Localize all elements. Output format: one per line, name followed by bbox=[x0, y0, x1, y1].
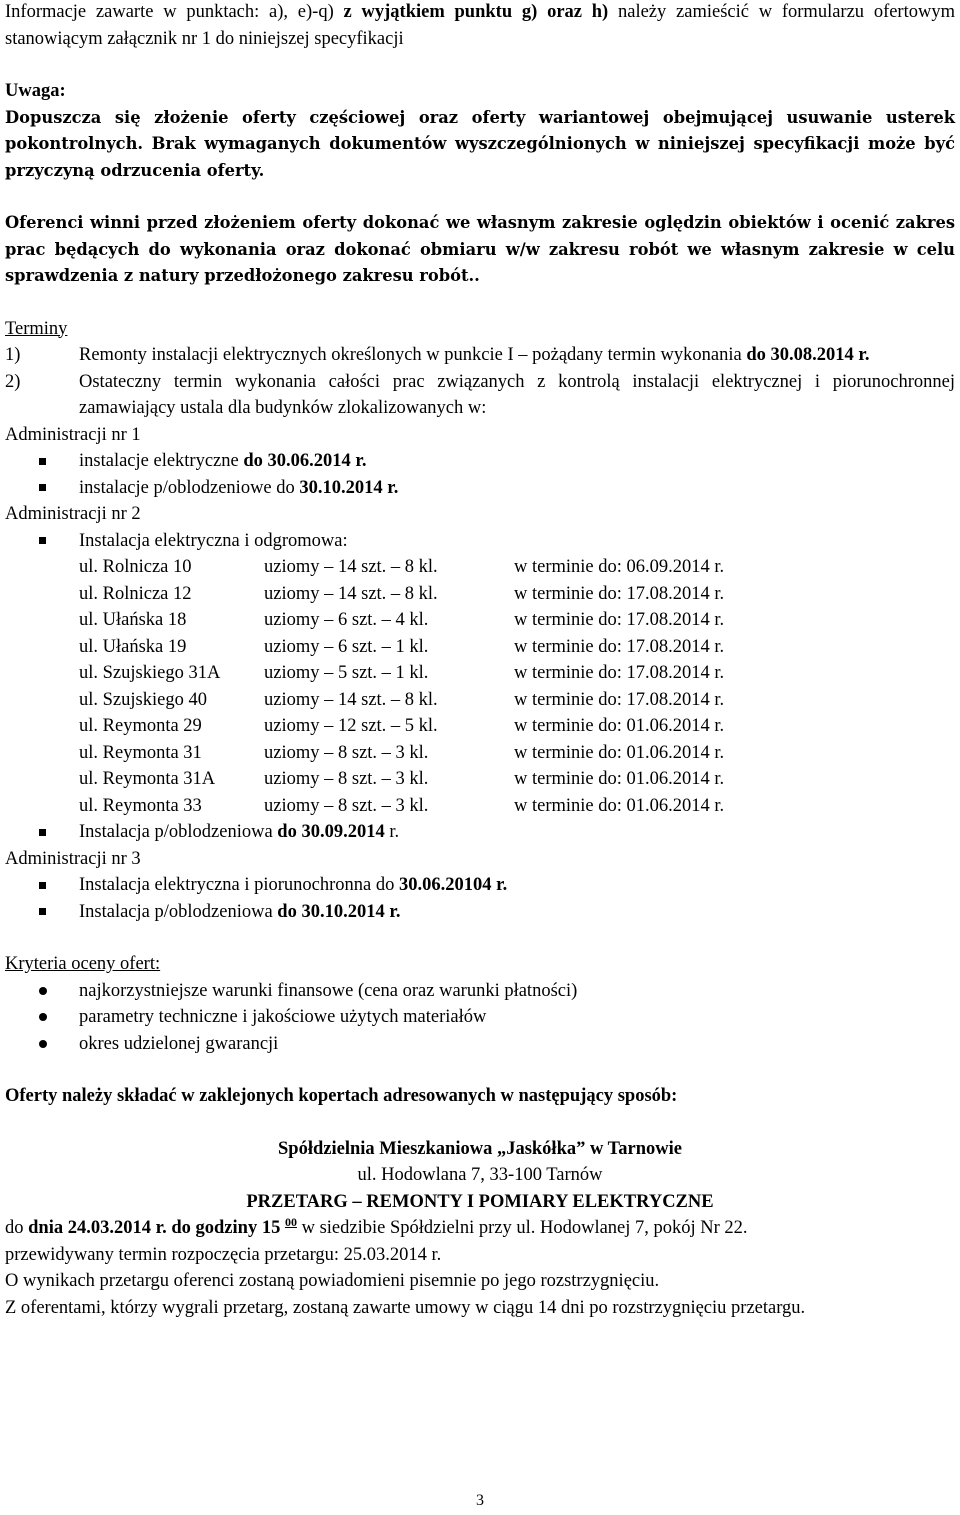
street-row bbox=[79, 634, 955, 661]
uwaga-title: Uwaga: bbox=[5, 81, 66, 101]
admin3-item-2 bbox=[5, 899, 955, 926]
kryteria-item bbox=[5, 1004, 955, 1031]
terminy-item-2-number: 2) bbox=[5, 371, 21, 392]
rozpoczecie: przewidywany termin rozpoczęcia przetargu: 25.03.2014 r. bbox=[5, 1244, 442, 1265]
street-termin: w terminie do: 17.08.2014 r. bbox=[514, 636, 725, 657]
street-termin: w terminie do: 01.06.2014 r. bbox=[514, 716, 725, 736]
round-bullet-icon bbox=[39, 1013, 47, 1021]
page-number: 3 bbox=[476, 1492, 484, 1509]
street-name: ul. Reymonta 33 bbox=[79, 795, 202, 816]
admin3-item-2-date: do 30.10.2014 r. bbox=[277, 901, 401, 922]
intro-text-bold: z wyjątkiem punktu g) oraz h) bbox=[343, 2, 609, 22]
intro-text-3: należy zamieścić w formularzu ofertowym stanowiącym załącznik nr 1 do niniejszej specyfikacji bbox=[5, 2, 955, 49]
kryteria-item bbox=[5, 1031, 955, 1058]
street-termin: w terminie do: 17.08.2014 r. bbox=[514, 663, 725, 683]
adres-przetarg: PRZETARG – REMONTY I POMIARY ELEKTRYCZNE bbox=[246, 1191, 714, 1212]
street-row bbox=[79, 554, 955, 581]
adres-street: ul. Hodowlana 7, 33-100 Tarnów bbox=[357, 1165, 603, 1185]
admin2-item-2 bbox=[5, 819, 955, 846]
street-name: ul. Reymonta 31 bbox=[79, 742, 202, 763]
terminy-item-2-text: Ostateczny termin wykonania całości prac związanych z kontrolą instalacji elektrycznej i piorunochronnej zamawiający ustala dla budynków zlokalizowanych w: bbox=[79, 371, 955, 418]
square-bullet-icon bbox=[39, 484, 46, 491]
street-row bbox=[79, 581, 955, 608]
street-uziomy: uziomy – 6 szt. – 4 kl. bbox=[264, 610, 429, 630]
street-termin: w terminie do: 01.06.2014 r. bbox=[514, 769, 725, 789]
admin1-item-1-text: instalacje elektryczne bbox=[79, 451, 244, 471]
round-bullet-icon bbox=[39, 1040, 47, 1048]
admin1-item-1-date: do 30.06.2014 r. bbox=[243, 451, 367, 471]
street-uziomy: uziomy – 8 szt. – 3 kl. bbox=[264, 795, 429, 816]
admin2-title: Administracji nr 2 bbox=[5, 504, 141, 524]
street-name: ul. Reymonta 31A bbox=[79, 769, 216, 789]
admin2-item-2-date: do 30.09.2014 bbox=[277, 822, 385, 842]
street-termin: w terminie do: 06.09.2014 r. bbox=[514, 557, 725, 577]
street-termin: w terminie do: 01.06.2014 r. bbox=[514, 795, 725, 816]
street-name: ul. Szujskiego 40 bbox=[79, 689, 207, 710]
admin2-item-2-tail: r. bbox=[384, 822, 400, 842]
square-bullet-icon bbox=[39, 882, 46, 889]
admin2-item-2-text: Instalacja p/oblodzeniowa bbox=[79, 822, 278, 842]
street-termin: w terminie do: 01.06.2014 r. bbox=[514, 742, 725, 763]
street-uziomy: uziomy – 6 szt. – 1 kl. bbox=[264, 636, 429, 657]
street-termin: w terminie do: 17.08.2014 r. bbox=[514, 610, 725, 630]
kryteria-item-text: parametry techniczne i jakościowe użytych materiałów bbox=[79, 1007, 487, 1027]
street-name: ul. Ułańska 18 bbox=[79, 610, 187, 630]
termin-skladania-prefix: do bbox=[5, 1218, 29, 1238]
street-uziomy: uziomy – 14 szt. – 8 kl. bbox=[264, 583, 438, 604]
street-row bbox=[79, 687, 955, 714]
admin2-item-1-text: Instalacja elektryczna i odgromowa: bbox=[79, 530, 348, 551]
street-termin: w terminie do: 17.08.2014 r. bbox=[514, 583, 725, 604]
terminy-item-1-desc: Remonty instalacji elektrycznych określonych w punkcie I – pożądany termin wykonania bbox=[79, 345, 747, 365]
admin1-item-2-text: instalacje p/oblodzeniowe do bbox=[79, 477, 300, 498]
terminy-item-1-number: 1) bbox=[5, 345, 21, 365]
termin-skladania bbox=[5, 1215, 955, 1242]
kryteria-heading: Kryteria oceny ofert: bbox=[5, 954, 161, 974]
admin1-item-2 bbox=[5, 475, 955, 502]
intro-paragraph bbox=[5, 0, 955, 52]
street-termin: w terminie do: 17.08.2014 r. bbox=[514, 689, 725, 710]
round-bullet-icon bbox=[39, 987, 47, 995]
terminy-item-1 bbox=[5, 342, 955, 369]
oferenci-paragraph: Oferenci winni przed złożeniem oferty dokonać we własnym zakresie oględzin obiektów i ocenić zakres prac będących do wykonania oraz dokonać obmiaru w/w zakresu robót we własnym zakresie w celu sprawdzenia z natury przedłożonego zakresu robót.. bbox=[5, 213, 955, 285]
street-name: ul. Reymonta 29 bbox=[79, 716, 202, 736]
admin3-item-1 bbox=[5, 872, 955, 899]
umowy: Z oferentami, którzy wygrali przetarg, zostaną zawarte umowy w ciągu 14 dni po rozstrzygnięciu przetargu. bbox=[5, 1297, 806, 1318]
intro-text-1: Informacje zawarte w punktach: a), e)-q) bbox=[5, 2, 344, 22]
street-name: ul. Ułańska 19 bbox=[79, 636, 187, 657]
street-row bbox=[79, 713, 955, 740]
street-uziomy: uziomy – 8 szt. – 3 kl. bbox=[264, 769, 429, 789]
street-name: ul. Szujskiego 31A bbox=[79, 663, 221, 683]
termin-skladania-date: dnia 24.03.2014 r. do godziny 15 bbox=[28, 1218, 285, 1238]
terminy-item-1-text bbox=[79, 342, 955, 369]
adres-name: Spółdzielnia Mieszkaniowa „Jaskółka” w Tarnowie bbox=[278, 1138, 682, 1159]
street-uziomy: uziomy – 5 szt. – 1 kl. bbox=[264, 663, 429, 683]
square-bullet-icon bbox=[39, 537, 46, 544]
street-row bbox=[79, 766, 955, 793]
street-name: ul. Rolnicza 10 bbox=[79, 557, 192, 577]
kryteria-item-text: okres udzielonej gwarancji bbox=[79, 1033, 279, 1054]
street-row bbox=[79, 793, 955, 820]
kryteria-item bbox=[5, 978, 955, 1005]
document-page bbox=[5, 0, 955, 1321]
street-uziomy: uziomy – 8 szt. – 3 kl. bbox=[264, 742, 429, 763]
admin3-title: Administracji nr 3 bbox=[5, 848, 141, 869]
street-row bbox=[79, 740, 955, 767]
termin-skladania-place: w siedzibie Spółdzielni przy ul. Hodowlanej 7, pokój Nr 22. bbox=[296, 1218, 748, 1238]
square-bullet-icon bbox=[39, 458, 46, 465]
admin3-item-2-text: Instalacja p/oblodzeniowa bbox=[79, 901, 278, 922]
admin3-item-1-date: 30.06.20104 r. bbox=[399, 875, 508, 895]
street-row bbox=[79, 660, 955, 687]
admin2-item-1 bbox=[5, 528, 955, 555]
terminy-item-2 bbox=[5, 369, 955, 422]
admin2-street-list bbox=[79, 554, 955, 819]
kryteria-item-text: najkorzystniejsze warunki finansowe (cena oraz warunki płatności) bbox=[79, 980, 578, 1001]
street-row bbox=[79, 607, 955, 634]
street-name: ul. Rolnicza 12 bbox=[79, 583, 192, 604]
terminy-item-1-date: do 30.08.2014 r. bbox=[746, 345, 870, 365]
street-uziomy: uziomy – 14 szt. – 8 kl. bbox=[264, 557, 438, 577]
admin1-item-1 bbox=[5, 448, 955, 475]
admin1-title: Administracji nr 1 bbox=[5, 424, 141, 445]
oferty-sposob: Oferty należy składać w zaklejonych kopertach adresowanych w następujący sposób: bbox=[5, 1086, 678, 1106]
terminy-heading: Terminy bbox=[5, 318, 68, 339]
wyniki: O wynikach przetargu oferenci zostaną powiadomieni pisemnie po jego rozstrzygnięciu. bbox=[5, 1271, 660, 1291]
square-bullet-icon bbox=[39, 908, 46, 915]
square-bullet-icon bbox=[39, 829, 46, 836]
termin-skladania-minutes: 00 bbox=[284, 1214, 297, 1229]
street-uziomy: uziomy – 12 szt. – 5 kl. bbox=[264, 716, 438, 736]
admin1-item-2-date: 30.10.2014 r. bbox=[299, 477, 399, 498]
uwaga-text: Dopuszcza się złożenie oferty częściowej oraz oferty wariantowej obejmującej usuwanie usterek pokontrolnych. Brak wymaganych dokumentów wyszczególnionych w niniejszej specyfikacji może być przyczyną odrzucenia oferty. bbox=[5, 107, 955, 180]
admin3-item-1-text: Instalacja elektryczna i piorunochronna do bbox=[79, 875, 400, 895]
street-uziomy: uziomy – 14 szt. – 8 kl. bbox=[264, 689, 438, 710]
